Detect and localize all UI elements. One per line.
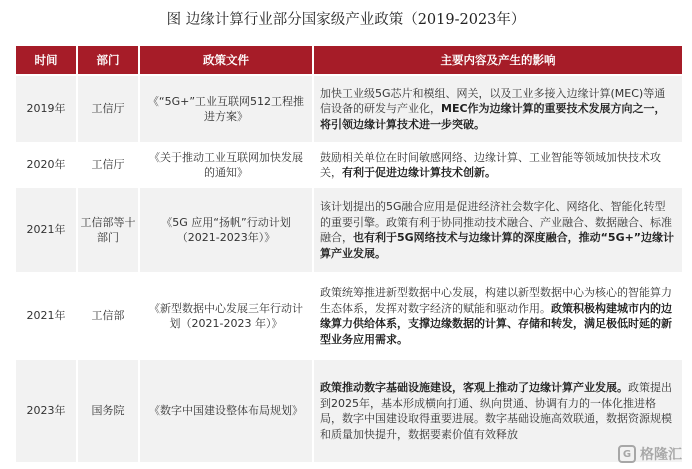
content-plain: 政策统筹推进新型数据中心发展，构建以新型数据中心为核心的智能算力生态体系，发挥对数字经济的赋能和驱动作用。	[320, 286, 672, 315]
header-dept: 部门	[78, 46, 138, 74]
table-row	[16, 188, 682, 272]
content-bold: MEC作为边缘计算的重要技术发展方向之一，将引领边缘计算技术进一步突破。	[320, 102, 666, 131]
table-row	[16, 144, 682, 186]
cell-dept: 工信部	[78, 274, 138, 358]
content-bold: 政策积极构建城市内的边缘算力供给体系，支撑边缘数据的计算、存储和转发，满足极低时延的新型业务应用需求。	[320, 301, 672, 346]
table-row	[16, 76, 682, 142]
watermark-text: 格隆汇	[640, 447, 682, 463]
cell-content	[314, 76, 682, 142]
cell-time: 2021年	[16, 274, 76, 358]
content-plain: 该计划提出的5G融合应用是促进经济社会数字化、网络化、智能化转型的重要引擎。政策有利于协同推动技术融合、产业融合、数据融合、标准融合，	[320, 200, 672, 244]
cell-dept: 工信厅	[78, 76, 138, 142]
cell-content	[314, 188, 682, 272]
gelonghui-logo-icon: G	[618, 445, 636, 463]
cell-time: 2020年	[16, 144, 76, 186]
cell-policy: 《5G 应用“扬帆”行动计划（2021-2023年）》	[140, 188, 312, 272]
table-header-row	[16, 46, 682, 74]
cell-dept: 国务院	[78, 360, 138, 462]
cell-policy: 《关于推动工业互联网加快发展的通知》	[140, 144, 312, 186]
header-time: 时间	[16, 46, 76, 74]
cell-policy: 《数字中国建设整体布局规划》	[140, 360, 312, 462]
cell-dept: 工信厅	[78, 144, 138, 186]
header-policy: 政策文件	[140, 46, 312, 74]
table-row	[16, 274, 682, 358]
watermark	[618, 444, 682, 464]
cell-policy: 《“5G+”工业互联网512工程推进方案》	[140, 76, 312, 142]
header-content: 主要内容及产生的影响	[314, 46, 682, 74]
content-plain: 加快工业级5G芯片和模组、网关，以及工业多接入边缘计算(MEC)等通信设备的研发与产业化，	[320, 86, 666, 116]
content-bold: 政策推动数字基础设施建设，客观上推动了边缘计算产业发展。	[320, 381, 628, 394]
content-plain: 鼓励相关单位在时间敏感网络、边缘计算、工业智能等领域加快技术攻关，	[320, 150, 661, 179]
content-bold: 也有利于5G网络技术与边缘计算的深度融合，推动“5G+”边缘计算产业发展。	[320, 231, 675, 260]
cell-policy: 《新型数据中心发展三年行动计划（2021-2023 年）》	[140, 274, 312, 358]
cell-dept: 工信部等十部门	[78, 188, 138, 272]
cell-content	[314, 274, 682, 358]
cell-time: 2019年	[16, 76, 76, 142]
cell-time: 2021年	[16, 188, 76, 272]
table-row	[16, 360, 682, 462]
page-title: 图 边缘计算行业部分国家级产业政策（2019-2023年）	[166, 12, 526, 28]
content-tail: 政策提出到2025年，基本形成横向打通、纵向贯通、协调有力的一体化推进格局，数字中国建设取得重要进展。数字基础设施高效联通，数据资源规模和质量加快提升，数据要素价值有效释放	[320, 381, 672, 441]
policy-table	[14, 44, 684, 464]
cell-time: 2023年	[16, 360, 76, 462]
cell-content	[314, 144, 682, 186]
content-bold: 有利于促进边缘计算技术创新。	[342, 166, 496, 179]
